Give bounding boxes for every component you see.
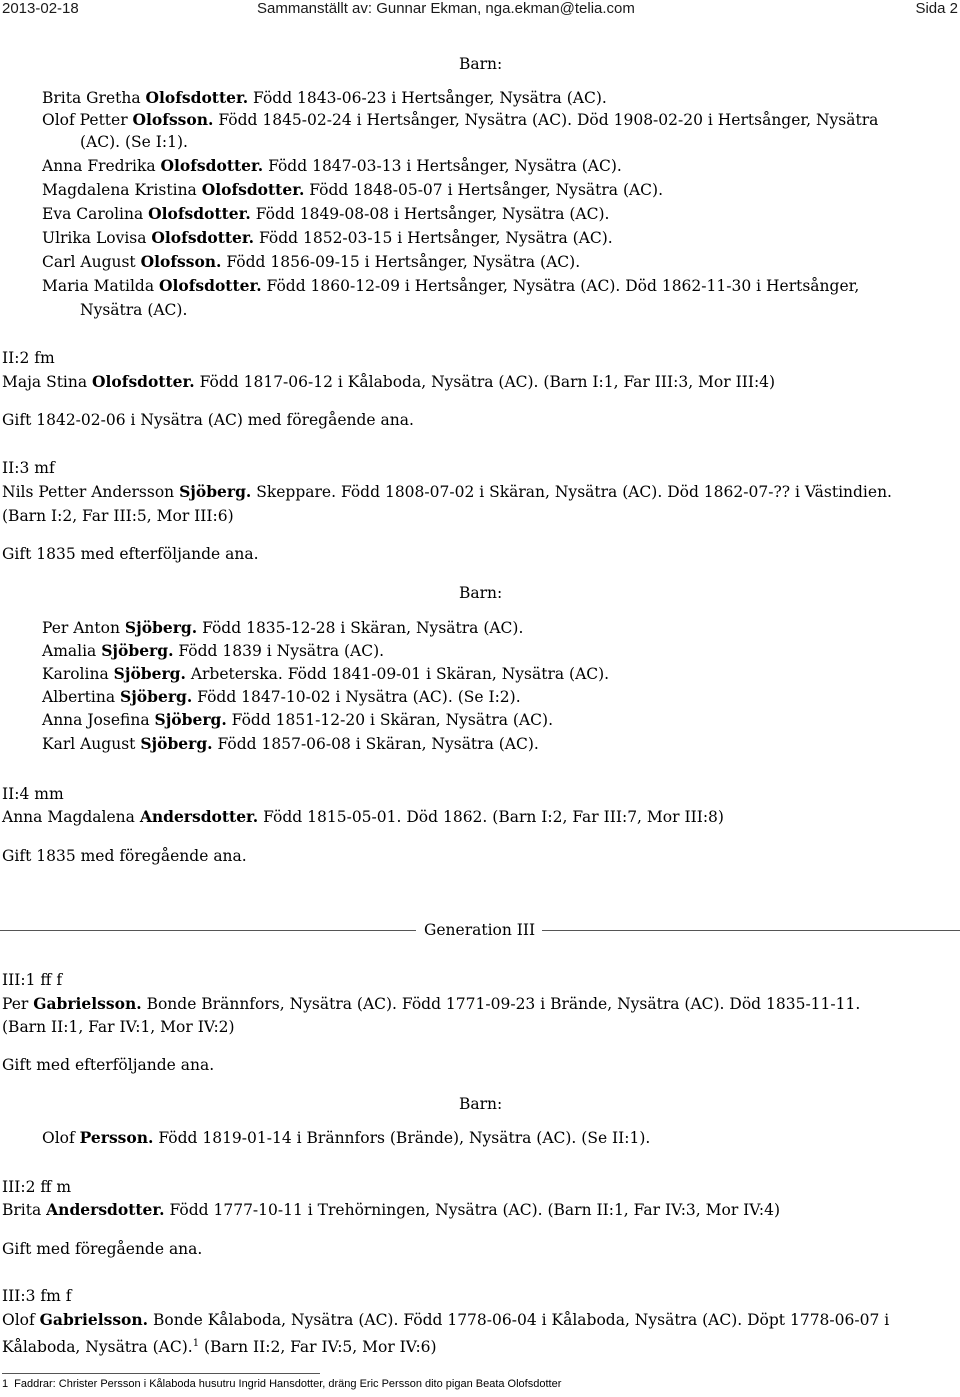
list-item: Amalia Sjöberg. Född 1839 i Nysätra (AC). (42, 641, 385, 660)
page-header (0, 0, 960, 22)
person-label: II:3 mf (2, 459, 55, 477)
barn-heading: Barn: (459, 584, 503, 602)
person-label: II:2 fm (2, 349, 55, 367)
list-item-continuation: Nysätra (AC). (80, 301, 188, 319)
list-item-continuation: (AC). (Se I:1). (80, 133, 188, 151)
list-item: Magdalena Kristina Olofsdotter. Född 1848-05-07 i Hertsånger, Nysätra (AC). (42, 180, 664, 199)
list-item: Olof Persson. Född 1819-01-14 i Brännfors (Brände), Nysätra (AC). (Se II:1). (42, 1128, 651, 1147)
list-item: Albertina Sjöberg. Född 1847-10-02 i Nysätra (AC). (Se I:2). (42, 687, 521, 706)
list-item: Carl August Olofsson. Född 1856-09-15 i Hertsånger, Nysätra (AC). (42, 252, 581, 271)
list-item: Brita Gretha Olofsdotter. Född 1843-06-23 i Hertsånger, Nysätra (AC). (42, 88, 607, 107)
generation-heading: Generation III (424, 921, 536, 939)
marriage-line: Gift med efterföljande ana. (2, 1056, 215, 1074)
person-entry-continuation: (Barn II:1, Far IV:1, Mor IV:2) (2, 1018, 235, 1036)
person-entry: Maja Stina Olofsdotter. Född 1817-06-12 i Kålaboda, Nysätra (AC). (Barn I:1, Far III:3, Mor III:4) (2, 372, 776, 391)
header-compiled-by: Sammanställt av: Gunnar Ekman, nga.ekman@telia.com (257, 0, 635, 17)
marriage-line: Gift 1835 med efterföljande ana. (2, 545, 259, 563)
person-entry: Brita Andersdotter. Född 1777-10-11 i Trehörningen, Nysätra (AC). (Barn II:1, Far IV:3, Mor IV:4) (2, 1200, 781, 1219)
person-entry: Per Gabrielsson. Bonde Brännfors, Nysätra (AC). Född 1771-09-23 i Brände, Nysätra (AC). Död 1835-11-11. (2, 994, 861, 1013)
list-item: Karl August Sjöberg. Född 1857-06-08 i Skäran, Nysätra (AC). (42, 734, 539, 753)
marriage-line: Gift 1842-02-06 i Nysätra (AC) med föregående ana. (2, 411, 414, 429)
list-item: Anna Fredrika Olofsdotter. Född 1847-03-13 i Hertsånger, Nysätra (AC). (42, 156, 622, 175)
list-item: Per Anton Sjöberg. Född 1835-12-28 i Skäran, Nysätra (AC). (42, 618, 524, 637)
person-label: III:3 fm f (2, 1287, 72, 1305)
list-item: Maria Matilda Olofsdotter. Född 1860-12-09 i Hertsånger, Nysätra (AC). Död 1862-11-30 i Hertsånger, (42, 276, 860, 295)
marriage-line: Gift 1835 med föregående ana. (2, 847, 247, 865)
person-entry: Anna Magdalena Andersdotter. Född 1815-05-01. Död 1862. (Barn I:2, Far III:7, Mor III:8) (2, 807, 724, 826)
footnote-rule (2, 1373, 320, 1374)
divider-right (542, 930, 960, 931)
list-item: Olof Petter Olofsson. Född 1845-02-24 i Hertsånger, Nysätra (AC). Död 1908-02-20 i Hertsånger, Nysätra (42, 110, 879, 129)
person-entry-continuation: (Barn I:2, Far III:5, Mor III:6) (2, 507, 234, 525)
person-label: III:1 ff f (2, 971, 63, 989)
list-item: Ulrika Lovisa Olofsdotter. Född 1852-03-15 i Hertsånger, Nysätra (AC). (42, 228, 613, 247)
footnote-ref[interactable]: 1 (192, 1338, 200, 1349)
list-item: Karolina Sjöberg. Arbeterska. Född 1841-09-01 i Skäran, Nysätra (AC). (42, 664, 610, 683)
divider-left (0, 930, 416, 931)
person-label: II:4 mm (2, 785, 64, 803)
barn-heading: Barn: (459, 55, 503, 73)
header-page-number: Sida 2 (915, 0, 958, 17)
marriage-line: Gift med föregående ana. (2, 1240, 203, 1258)
barn-heading: Barn: (459, 1095, 503, 1113)
person-entry: Nils Petter Andersson Sjöberg. Skeppare. Född 1808-07-02 i Skäran, Nysätra (AC). Död 1862-07-?? i Västindien. (2, 482, 892, 501)
header-date: 2013-02-18 (2, 0, 79, 17)
person-label: III:2 ff m (2, 1178, 72, 1196)
list-item: Anna Josefina Sjöberg. Född 1851-12-20 i Skäran, Nysätra (AC). (42, 710, 553, 729)
list-item: Eva Carolina Olofsdotter. Född 1849-08-08 i Hertsånger, Nysätra (AC). (42, 204, 610, 223)
footnote: 1 Faddrar: Christer Persson i Kålaboda husutru Ingrid Hansdotter, dräng Eric Persson dito pigan Beata Olofsdotter (2, 1378, 562, 1390)
person-entry-continuation: Kålaboda, Nysätra (AC).$^1$ (Barn II:2, Far IV:5, Mor IV:6) (2, 1338, 437, 1357)
person-entry: Olof Gabrielsson. Bonde Kålaboda, Nysätra (AC). Född 1778-06-04 i Kålaboda, Nysätra (AC). Döpt 1778-06-07 i (2, 1310, 890, 1329)
